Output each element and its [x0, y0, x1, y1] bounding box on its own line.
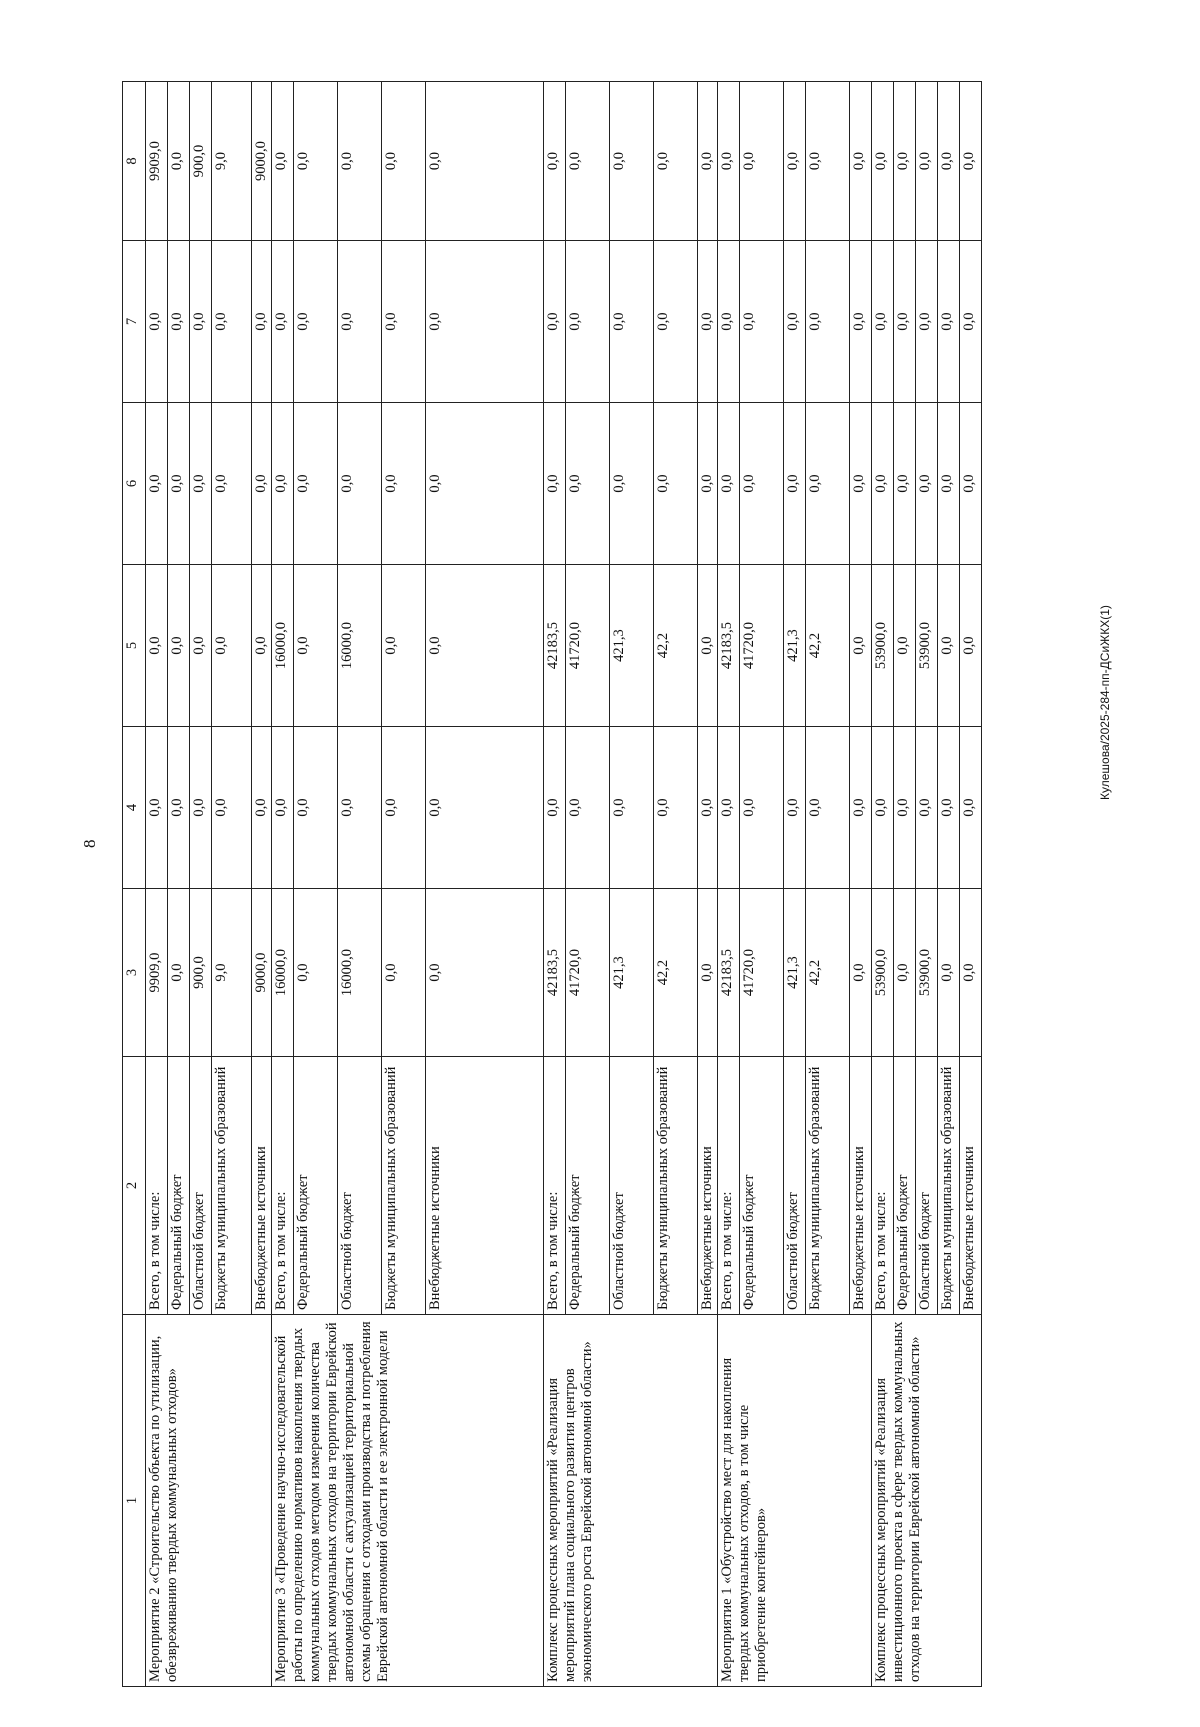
amount-cell: 900,0	[190, 82, 212, 241]
amount-cell: 16000,0	[272, 565, 294, 727]
amount-cell: 41720,0	[566, 565, 610, 727]
amount-cell: 42183,5	[544, 889, 566, 1057]
col-header: 8	[123, 82, 146, 241]
measure-name: Комплекс процессных мероприятий «Реализация инвестиционного проекта в сфере твердых коммунальных отходов на территории Еврейской автономной области»	[872, 1315, 982, 1687]
amount-cell: 0,0	[894, 565, 916, 727]
funding-source: Всего, в том числе:	[544, 1057, 566, 1315]
col-header: 1	[123, 1315, 146, 1687]
amount-cell: 0,0	[894, 403, 916, 565]
amount-cell: 0,0	[784, 82, 806, 241]
amount-cell: 0,0	[718, 727, 740, 889]
amount-cell: 0,0	[382, 727, 426, 889]
amount-cell: 0,0	[784, 241, 806, 403]
footer-code: Кулешова/2025-284-пп-ДСиЖКХ(1)	[1098, 605, 1112, 800]
col-header: 6	[123, 403, 146, 565]
amount-cell: 0,0	[252, 565, 272, 727]
amount-cell: 0,0	[654, 403, 698, 565]
amount-cell: 0,0	[938, 727, 960, 889]
amount-cell: 0,0	[850, 82, 872, 241]
amount-cell: 0,0	[916, 82, 938, 241]
amount-cell: 0,0	[426, 889, 544, 1057]
col-header: 4	[123, 727, 146, 889]
amount-cell: 0,0	[168, 889, 190, 1057]
amount-cell: 0,0	[426, 241, 544, 403]
funding-source: Внебюджетные источники	[698, 1057, 718, 1315]
amount-cell: 0,0	[718, 241, 740, 403]
funding-source: Бюджеты муниципальных образований	[212, 1057, 252, 1315]
funding-source: Всего, в том числе:	[272, 1057, 294, 1315]
amount-cell: 0,0	[382, 241, 426, 403]
financing-table	[122, 81, 982, 1687]
amount-cell: 0,0	[740, 403, 784, 565]
amount-cell: 0,0	[294, 241, 338, 403]
amount-cell: 0,0	[654, 727, 698, 889]
amount-cell: 0,0	[294, 565, 338, 727]
amount-cell: 0,0	[544, 727, 566, 889]
amount-cell: 0,0	[212, 403, 252, 565]
amount-cell: 421,3	[610, 889, 654, 1057]
funding-source: Внебюджетные источники	[252, 1057, 272, 1315]
amount-cell: 0,0	[426, 727, 544, 889]
amount-cell: 42183,5	[718, 889, 740, 1057]
amount-cell: 0,0	[252, 403, 272, 565]
amount-cell: 0,0	[566, 403, 610, 565]
amount-cell: 0,0	[168, 727, 190, 889]
table-row	[146, 82, 168, 1687]
amount-cell: 41720,0	[740, 889, 784, 1057]
amount-cell: 42,2	[654, 889, 698, 1057]
amount-cell: 0,0	[294, 889, 338, 1057]
amount-cell: 9,0	[212, 889, 252, 1057]
amount-cell: 0,0	[544, 403, 566, 565]
table-row	[544, 82, 566, 1687]
amount-cell: 0,0	[960, 241, 982, 403]
amount-cell: 0,0	[960, 565, 982, 727]
amount-cell: 0,0	[654, 241, 698, 403]
amount-cell: 0,0	[544, 241, 566, 403]
amount-cell: 0,0	[168, 403, 190, 565]
rotated-table-container	[122, 82, 1078, 1687]
amount-cell: 0,0	[740, 727, 784, 889]
amount-cell: 0,0	[212, 727, 252, 889]
amount-cell: 0,0	[190, 727, 212, 889]
amount-cell: 0,0	[872, 727, 894, 889]
amount-cell: 0,0	[654, 82, 698, 241]
amount-cell: 0,0	[426, 565, 544, 727]
funding-source: Внебюджетные источники	[850, 1057, 872, 1315]
amount-cell: 0,0	[938, 241, 960, 403]
amount-cell: 0,0	[850, 241, 872, 403]
amount-cell: 16000,0	[338, 565, 382, 727]
amount-cell: 0,0	[146, 565, 168, 727]
col-header: 5	[123, 565, 146, 727]
amount-cell: 0,0	[190, 403, 212, 565]
table-body	[146, 82, 982, 1687]
amount-cell: 0,0	[294, 727, 338, 889]
funding-source: Областной бюджет	[784, 1057, 806, 1315]
funding-source: Областной бюджет	[610, 1057, 654, 1315]
amount-cell: 0,0	[610, 82, 654, 241]
amount-cell: 42,2	[806, 889, 850, 1057]
amount-cell: 42,2	[654, 565, 698, 727]
amount-cell: 0,0	[894, 727, 916, 889]
amount-cell: 0,0	[382, 403, 426, 565]
amount-cell: 53900,0	[872, 889, 894, 1057]
col-header: 2	[123, 1057, 146, 1315]
amount-cell: 53900,0	[872, 565, 894, 727]
amount-cell: 0,0	[272, 241, 294, 403]
amount-cell: 0,0	[894, 889, 916, 1057]
funding-source: Бюджеты муниципальных образований	[654, 1057, 698, 1315]
amount-cell: 0,0	[740, 241, 784, 403]
amount-cell: 0,0	[938, 565, 960, 727]
amount-cell: 0,0	[698, 889, 718, 1057]
amount-cell: 0,0	[338, 241, 382, 403]
amount-cell: 0,0	[272, 403, 294, 565]
amount-cell: 41720,0	[566, 889, 610, 1057]
amount-cell: 0,0	[806, 82, 850, 241]
funding-source: Федеральный бюджет	[168, 1057, 190, 1315]
funding-source: Федеральный бюджет	[566, 1057, 610, 1315]
amount-cell: 16000,0	[272, 889, 294, 1057]
amount-cell: 0,0	[718, 82, 740, 241]
amount-cell: 0,0	[382, 82, 426, 241]
amount-cell: 0,0	[806, 727, 850, 889]
amount-cell: 421,3	[610, 565, 654, 727]
page-number: 8	[80, 839, 99, 848]
funding-source: Всего, в том числе:	[718, 1057, 740, 1315]
amount-cell: 0,0	[698, 82, 718, 241]
amount-cell: 0,0	[168, 241, 190, 403]
amount-cell: 0,0	[740, 82, 784, 241]
amount-cell: 0,0	[338, 727, 382, 889]
amount-cell: 53900,0	[916, 889, 938, 1057]
table-row	[718, 82, 740, 1687]
amount-cell: 9909,0	[146, 82, 168, 241]
amount-cell: 0,0	[426, 403, 544, 565]
amount-cell: 42183,5	[718, 565, 740, 727]
measure-name: Комплекс процессных мероприятий «Реализация мероприятий плана социального развития центров экономического роста Еврейской автономной области»	[544, 1315, 718, 1687]
amount-cell: 0,0	[272, 82, 294, 241]
amount-cell: 0,0	[426, 82, 544, 241]
amount-cell: 0,0	[566, 241, 610, 403]
amount-cell: 900,0	[190, 889, 212, 1057]
funding-source: Федеральный бюджет	[894, 1057, 916, 1315]
amount-cell: 0,0	[960, 82, 982, 241]
funding-source: Областной бюджет	[190, 1057, 212, 1315]
col-header: 7	[123, 241, 146, 403]
amount-cell: 0,0	[916, 241, 938, 403]
funding-source: Федеральный бюджет	[740, 1057, 784, 1315]
measure-name: Мероприятие 1 «Обустройство мест для накопления твердых коммунальных отходов, в том числе приобретение контейнеров»	[718, 1315, 872, 1687]
amount-cell: 0,0	[294, 82, 338, 241]
amount-cell: 0,0	[168, 82, 190, 241]
funding-source: Бюджеты муниципальных образований	[382, 1057, 426, 1315]
amount-cell: 0,0	[894, 241, 916, 403]
amount-cell: 0,0	[960, 889, 982, 1057]
funding-source: Областной бюджет	[916, 1057, 938, 1315]
amount-cell: 0,0	[872, 241, 894, 403]
funding-source: Всего, в том числе:	[872, 1057, 894, 1315]
col-header: 3	[123, 889, 146, 1057]
amount-cell: 9000,0	[252, 889, 272, 1057]
amount-cell: 0,0	[872, 82, 894, 241]
header-row	[123, 82, 146, 1687]
amount-cell: 0,0	[382, 565, 426, 727]
amount-cell: 0,0	[718, 403, 740, 565]
amount-cell: 0,0	[294, 403, 338, 565]
amount-cell: 0,0	[168, 565, 190, 727]
amount-cell: 0,0	[610, 241, 654, 403]
amount-cell: 0,0	[252, 241, 272, 403]
amount-cell: 42183,5	[544, 565, 566, 727]
amount-cell: 421,3	[784, 565, 806, 727]
amount-cell: 53900,0	[916, 565, 938, 727]
amount-cell: 0,0	[698, 241, 718, 403]
amount-cell: 0,0	[850, 565, 872, 727]
amount-cell: 0,0	[190, 241, 212, 403]
amount-cell: 41720,0	[740, 565, 784, 727]
amount-cell: 0,0	[938, 82, 960, 241]
measure-name: Мероприятие 2 «Строительство объекта по утилизации, обезвреживанию твердых коммунальных отходов»	[146, 1315, 272, 1687]
amount-cell: 0,0	[938, 403, 960, 565]
amount-cell: 0,0	[382, 889, 426, 1057]
amount-cell: 0,0	[698, 565, 718, 727]
amount-cell: 0,0	[272, 727, 294, 889]
amount-cell: 0,0	[784, 727, 806, 889]
amount-cell: 0,0	[146, 727, 168, 889]
funding-source: Всего, в том числе:	[146, 1057, 168, 1315]
amount-cell: 0,0	[338, 82, 382, 241]
amount-cell: 16000,0	[338, 889, 382, 1057]
amount-cell: 0,0	[610, 403, 654, 565]
amount-cell: 0,0	[698, 727, 718, 889]
measure-name: Мероприятие 3 «Проведение научно-исследовательской работы по определению нормативов накопления твердых коммунальных отходов методом измерения количества твердых коммунальных отходов на территории Еврейской автономной области с актуализацией территориальной схемы обращения с отходами производства и потребления Еврейской автономной области и ее электронной модели	[272, 1315, 544, 1687]
amount-cell: 0,0	[784, 403, 806, 565]
amount-cell: 0,0	[146, 241, 168, 403]
amount-cell: 0,0	[252, 727, 272, 889]
amount-cell: 0,0	[850, 403, 872, 565]
amount-cell: 0,0	[916, 727, 938, 889]
amount-cell: 0,0	[190, 565, 212, 727]
amount-cell: 0,0	[212, 241, 252, 403]
amount-cell: 0,0	[146, 403, 168, 565]
funding-source: Бюджеты муниципальных образований	[938, 1057, 960, 1315]
amount-cell: 0,0	[566, 82, 610, 241]
amount-cell: 0,0	[850, 889, 872, 1057]
amount-cell: 42,2	[806, 565, 850, 727]
table-row	[872, 82, 894, 1687]
amount-cell: 0,0	[960, 727, 982, 889]
amount-cell: 0,0	[610, 727, 654, 889]
amount-cell: 9,0	[212, 82, 252, 241]
amount-cell: 0,0	[872, 403, 894, 565]
table-row	[272, 82, 294, 1687]
funding-source: Федеральный бюджет	[294, 1057, 338, 1315]
amount-cell: 0,0	[544, 82, 566, 241]
amount-cell: 9909,0	[146, 889, 168, 1057]
amount-cell: 0,0	[698, 403, 718, 565]
amount-cell: 0,0	[960, 403, 982, 565]
funding-source: Бюджеты муниципальных образований	[806, 1057, 850, 1315]
amount-cell: 0,0	[850, 727, 872, 889]
amount-cell: 0,0	[212, 565, 252, 727]
funding-source: Областной бюджет	[338, 1057, 382, 1315]
amount-cell: 421,3	[784, 889, 806, 1057]
amount-cell: 0,0	[894, 82, 916, 241]
amount-cell: 0,0	[566, 727, 610, 889]
funding-source: Внебюджетные источники	[426, 1057, 544, 1315]
funding-source: Внебюджетные источники	[960, 1057, 982, 1315]
amount-cell: 0,0	[806, 241, 850, 403]
amount-cell: 9000,0	[252, 82, 272, 241]
amount-cell: 0,0	[916, 403, 938, 565]
amount-cell: 0,0	[806, 403, 850, 565]
amount-cell: 0,0	[338, 403, 382, 565]
amount-cell: 0,0	[938, 889, 960, 1057]
